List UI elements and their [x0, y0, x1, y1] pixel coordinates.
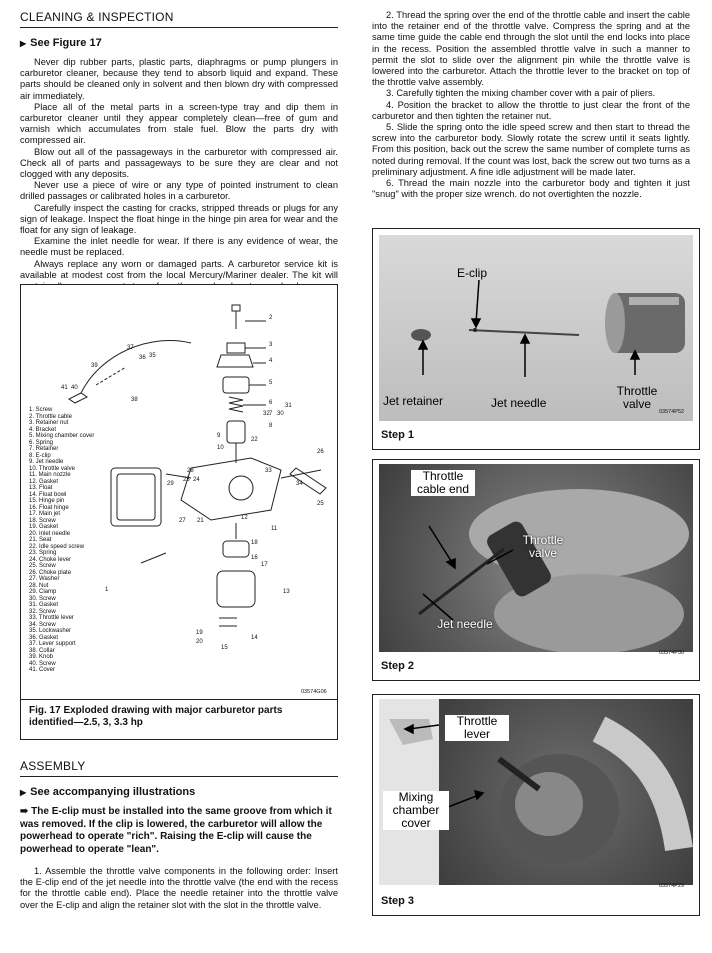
part-item: 15. Hinge pin — [29, 498, 65, 504]
callout: 27 — [179, 518, 186, 524]
callout: 35 — [149, 353, 156, 359]
paragraph: Always replace any worn or damaged parts. A carburetor service kit is available at modest cost from the local Mercury/Mariner dealer. The kit will — [20, 258, 338, 280]
part-item: 33. Throttle lever — [29, 615, 74, 621]
callout: 41 — [61, 385, 68, 391]
heading-rule — [20, 27, 338, 28]
part-item: 27. Washer — [29, 576, 60, 582]
part-item: 16. Float hinge — [29, 504, 69, 511]
callout: 2 — [269, 315, 273, 321]
paragraph: Never dip rubber parts, plastic parts, diaphragms or pump plungers in carburetor cleaner, because they tend to absorb liquid and expand. These parts should be cleaned only in solvent and then blown dry with compressed air immediately. — [20, 57, 338, 101]
assembly-steps — [372, 10, 690, 200]
parts-legend — [29, 407, 119, 674]
part-item: 36. Gasket — [29, 634, 59, 641]
part-item: 37. Lever support — [29, 641, 76, 647]
callout: 1 — [105, 587, 109, 593]
callout: 26 — [317, 449, 324, 455]
step-text: 6. Thread the main nozzle into the carburetor body and tighten it just "snug" with the proper size wrench. do not overtighten the nozzle. — [372, 178, 690, 200]
part-item: 28. Nut — [29, 582, 49, 589]
part-item: 22. Idle speed screw — [29, 543, 85, 550]
warning-text: The E-clip must be installed into the same groove from which it was removed. If the clip is lowered, the carburetor will allow the powerhead to operate "rich". Raising the E-clip will cause the powerhead to operate "lean". — [20, 806, 332, 855]
part-item: 20. Inlet needle — [29, 530, 71, 537]
label-throttle-lever: Throttle lever — [445, 715, 509, 741]
part-item: 1. Screw — [29, 407, 53, 413]
part-item: 21. Seat — [29, 537, 52, 543]
callout: 40 — [71, 385, 78, 391]
callout: 36 — [139, 355, 146, 361]
figure-code: 03574G06 — [301, 689, 327, 695]
photo-code: 03574P52 — [659, 409, 685, 415]
step-1-photo-box — [372, 228, 700, 450]
callout: 3 — [269, 342, 273, 348]
step-2-photo — [379, 464, 693, 652]
step-3-photo — [379, 699, 693, 885]
part-item: 14. Float bowl — [29, 491, 67, 498]
see-figure-link[interactable]: ▶ See Figure 17 — [20, 37, 102, 49]
step-text: 3. Carefully tighten the mixing chamber cover with a pair of pliers. — [386, 88, 656, 99]
part-item: 5. Mixing chamber cover — [29, 433, 95, 439]
step-label: Step 3 — [381, 895, 415, 907]
caption-rule — [21, 699, 337, 700]
part-item: 9. Jet needle — [29, 459, 64, 465]
cleaning-text — [20, 57, 338, 292]
part-item: 19. Gasket — [29, 524, 59, 530]
part-item: 13. Float — [29, 485, 53, 491]
step-text: 4. Position the bracket to allow the throttle to just clear the front of the carburetor and then tighten the retainer nut. — [372, 99, 690, 121]
part-item: 12. Gasket — [29, 478, 59, 485]
callout: 34 — [296, 481, 303, 487]
paragraph: Place all of the metal parts in a screen-type tray and dip them in carburetor cleaner until they appear completely clean—free of gum and varnish which accumulates from stale fuel. Blow the parts dry with compressed air. — [20, 101, 338, 146]
part-item: 3. Retainer nut — [29, 420, 69, 426]
step-1-text: 1. Assemble the throttle valve components in the following order: Insert the E-clip end of the jet needle into the throttle valve (the end with the recess for the throttle cable end). Place the needle retainer into the throttle valve over the E-clip and align the retainer slot with the slot in the throttle valve. — [20, 866, 338, 910]
part-item: 4. Bracket — [29, 426, 57, 433]
photo-code: 03574P29 — [659, 883, 685, 889]
part-item: 23. Spring — [29, 550, 57, 556]
callout: 23 — [183, 477, 190, 483]
step-2-photo-box — [372, 459, 700, 681]
part-item: 40. Screw — [29, 660, 56, 667]
label-jet-retainer: Jet retainer — [383, 394, 444, 408]
paragraph: Examine the inlet needle for wear. If there is any evidence of wear, the needle must be replaced. — [20, 236, 338, 258]
label-jet-needle: Jet needle — [437, 617, 493, 631]
callout: 39 — [91, 363, 98, 369]
callout: 16 — [251, 555, 258, 561]
callout: 21 — [197, 518, 204, 524]
label-jet-needle: Jet needle — [491, 396, 547, 410]
section-heading-assembly: ASSEMBLY — [20, 759, 86, 773]
part-item: 2. Throttle cable — [29, 413, 72, 420]
part-item: 24. Choke lever — [29, 556, 72, 563]
callout: 19 — [196, 630, 203, 636]
part-item: 11. Main nozzle — [29, 472, 71, 478]
callout: 29 — [167, 481, 174, 487]
callout: 5 — [269, 380, 273, 386]
part-item: 29. Clamp — [29, 589, 57, 595]
callout: 32 — [263, 411, 270, 417]
part-item: 34. Screw — [29, 621, 56, 628]
step-text: 5. Slide the spring onto the idle speed screw and then start to thread the screw into the carburetor body. Slowly rotate the screw until it seats lightly. From this position, back out the screw the same number of complete turns as noted during removal. If the count was lost, back the screw out two turns as a preliminary adjustment. A fine idle adjustment will be made later. — [372, 122, 690, 177]
figure-17-box — [20, 284, 338, 740]
paragraph: Never use a piece of wire or any type of pointed instrument to clean drilled passages or calibrated holes in a carburetor. — [20, 180, 338, 202]
warning-note — [20, 806, 338, 856]
callout: 17 — [261, 562, 268, 568]
label-throttle-valve: Throttle valve — [616, 384, 658, 411]
callout: 10 — [217, 445, 224, 451]
part-item: 10. Throttle valve — [29, 465, 75, 472]
part-item: 25. Screw — [29, 563, 56, 569]
label-e-clip: E-clip — [457, 266, 488, 280]
callout: 15 — [221, 645, 228, 651]
section-heading-cleaning: CLEANING & INSPECTION — [20, 10, 174, 24]
label-mixing-chamber-cover: Mixing chamber cover — [383, 791, 449, 830]
callout: 18 — [251, 540, 258, 546]
part-item: 17. Main jet — [29, 511, 61, 517]
step-3-photo-box — [372, 694, 700, 916]
callout: 37 — [127, 345, 134, 351]
label-throttle-cable-end: Throttle cable end — [411, 470, 475, 496]
part-item: 6. Spring — [29, 439, 54, 446]
callout: 31 — [285, 403, 292, 409]
part-item: 30. Screw — [29, 595, 56, 602]
callout: 33 — [265, 468, 272, 474]
arrow-icon: ➠ — [20, 806, 29, 817]
part-item: 41. Cover — [29, 667, 56, 673]
callout: 24 — [193, 477, 200, 483]
callout: 8 — [269, 423, 273, 429]
callout: 13 — [283, 589, 290, 595]
callout: 20 — [196, 639, 203, 645]
part-item: 35. Lockwasher — [29, 628, 72, 634]
callout: 11 — [271, 526, 278, 532]
step-label: Step 2 — [381, 660, 415, 672]
callout: 22 — [251, 437, 258, 443]
callout: 30 — [277, 411, 284, 417]
callout: 14 — [251, 635, 258, 641]
figure-caption: Fig. 17 Exploded drawing with major carburetor parts identified—2.5, 3, 3.3 hp — [29, 705, 283, 728]
label-throttle-valve: Throttle valve — [522, 533, 564, 560]
part-item: 32. Screw — [29, 608, 56, 615]
callout: 6 — [269, 400, 273, 406]
step-label: Step 1 — [381, 429, 415, 441]
part-item: 26. Choke plate — [29, 569, 72, 576]
callout: 9 — [217, 433, 221, 439]
callout: 38 — [131, 397, 138, 403]
paragraph: Blow out all of the passageways in the carburetor with compressed air. Check all of parts and passageways to be sure they are clear and not clogged with any deposits. — [20, 146, 338, 180]
step-text: 2. Thread the spring over the end of the throttle cable and insert the cable into the retainer end of the throttle valve. Compress the spring and at the same time guide the cable end through the slot until the end locks into place in the recess. Position the assembled throttle valve in such a manner to permit the slot to slide over the alignment pin while the throttle valve is lowered into the carburetor. Attach the throttle lever to the bracket on top of the throttle valve assembly. — [372, 10, 690, 88]
see-illustrations-link[interactable]: ▶ See accompanying illustrations — [20, 786, 195, 798]
part-item: 7. Retainer — [29, 446, 59, 452]
callout: 7 — [269, 411, 273, 417]
callout: 25 — [317, 501, 324, 507]
callout: 28 — [187, 468, 194, 474]
part-item: 39. Knob — [29, 654, 54, 660]
part-item: 38. Collar — [29, 647, 55, 654]
paragraph: Carefully inspect the casting for cracks, stripped threads or plugs for any sign of leakage. Inspect the float hinge in the hinge pin area for wear and the float for any sign of leakage. — [20, 202, 338, 236]
part-item: 18. Screw — [29, 517, 56, 524]
heading-rule — [20, 776, 338, 777]
part-item: 8. E-clip — [29, 452, 51, 459]
callout: 4 — [269, 358, 273, 364]
photo-code: 03574P30 — [659, 650, 685, 656]
part-item: 31. Gasket — [29, 602, 59, 608]
step-1-photo — [379, 235, 693, 421]
callout: 12 — [241, 515, 248, 521]
